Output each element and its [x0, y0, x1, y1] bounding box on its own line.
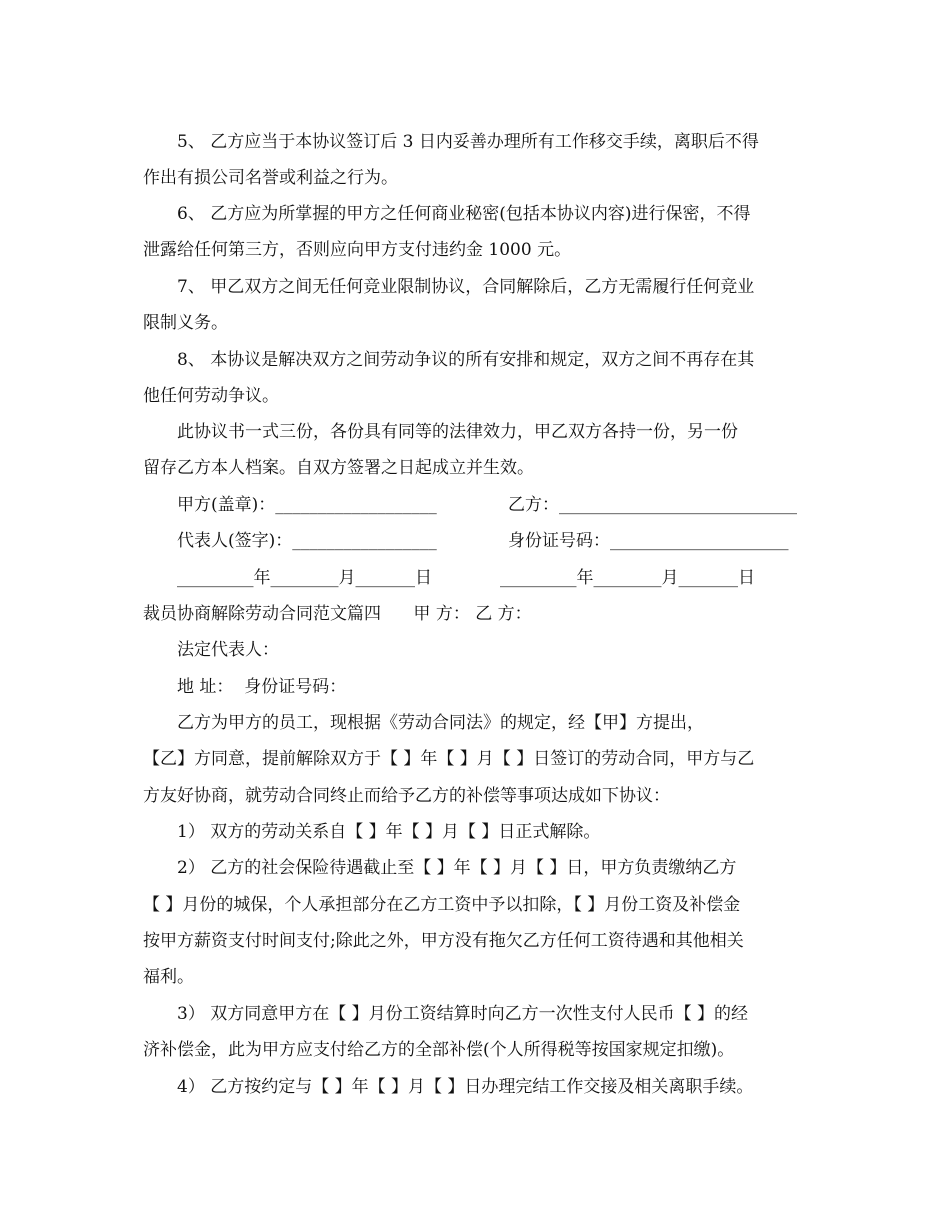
item-2-line-1: 2） 乙方的社会保险待遇截止至【 】年【 】月【 】日，甲方负责缴纳乙方	[177, 858, 737, 878]
item-3-line-1: 3） 双方同意甲方在【 】月份工资结算时向乙方一次性支付人民币【 】的经	[177, 1004, 749, 1024]
clause-5-line-1: 5、 乙方应当于本协议签订后 3 日内妥善办理所有工作移交手续，离职后不得	[177, 132, 759, 152]
clause-6-line-1: 6、 乙方应为所掌握的甲方之任何商业秘密(包括本协议内容)进行保密，不得	[177, 204, 751, 224]
copies-line-1: 此协议书一式三份，各份具有同等的法律效力，甲乙双方各持一份，另一份	[177, 422, 738, 442]
clause-7-line-2: 限制义务。	[143, 313, 228, 333]
clause-6-line-2: 泄露给任何第三方，否则应向甲方支付违约金 1000 元。	[143, 240, 572, 260]
copies-line-2: 留存乙方本人档案。自双方签署之日起成立并生效。	[143, 458, 534, 478]
party-a-seal-field: 甲方(盖章)：___________________	[177, 495, 437, 515]
item-2-line-2: 【 】月份的城保，个人承担部分在乙方工资中予以扣除，【 】月份工资及补偿金	[143, 895, 741, 915]
clause-8-line-2: 他任何劳动争议。	[143, 386, 279, 406]
clause-7-line-1: 7、 甲乙双方之间无任何竞业限制协议，合同解除后，乙方无需履行任何竞业	[177, 277, 755, 297]
address-label: 地 址： 身份证号码：	[177, 677, 347, 697]
intro-line-2: 【乙】方同意，提前解除双方于【 】年【 】月【 】日签订的劳动合同，甲方与乙	[143, 749, 755, 769]
date-field-b: _________年________月_______日	[500, 568, 755, 588]
party-b-field: 乙方：____________________________	[508, 495, 797, 515]
legal-representative-label: 法定代表人：	[177, 640, 279, 660]
intro-line-3: 方友好协商，就劳动合同终止而给予乙方的补偿等事项达成如下协议：	[143, 786, 670, 806]
representative-signature-field: 代表人(签字)：_________________	[177, 531, 437, 551]
id-number-field: 身份证号码：_____________________	[508, 531, 789, 551]
item-2-line-3: 按甲方薪资支付时间支付;除此之外，甲方没有拖欠乙方任何工资待遇和其他相关	[143, 931, 744, 951]
clause-8-line-1: 8、 本协议是解决双方之间劳动争议的所有安排和规定，双方之间不再存在其	[177, 350, 755, 370]
section-title-line: 裁员协商解除劳动合同范文篇四 甲 方： 乙 方：	[143, 604, 532, 624]
item-1: 1） 双方的劳动关系自【 】年【 】月【 】日正式解除。	[177, 822, 601, 842]
intro-line-1: 乙方为甲方的员工，现根据《劳动合同法》的规定，经【甲】方提出，	[177, 713, 704, 733]
item-4: 4） 乙方按约定与【 】年【 】月【 】日办理完结工作交接及相关离职手续。	[177, 1077, 754, 1097]
clause-5-line-2: 作出有损公司名誉或利益之行为。	[143, 168, 398, 188]
item-3-line-2: 济补偿金，此为甲方应支付给乙方的全部补偿(个人所得税等按国家规定扣缴)。	[143, 1040, 735, 1060]
item-2-line-4: 福利。	[143, 967, 194, 987]
date-field-a: _________年________月_______日	[177, 568, 432, 588]
